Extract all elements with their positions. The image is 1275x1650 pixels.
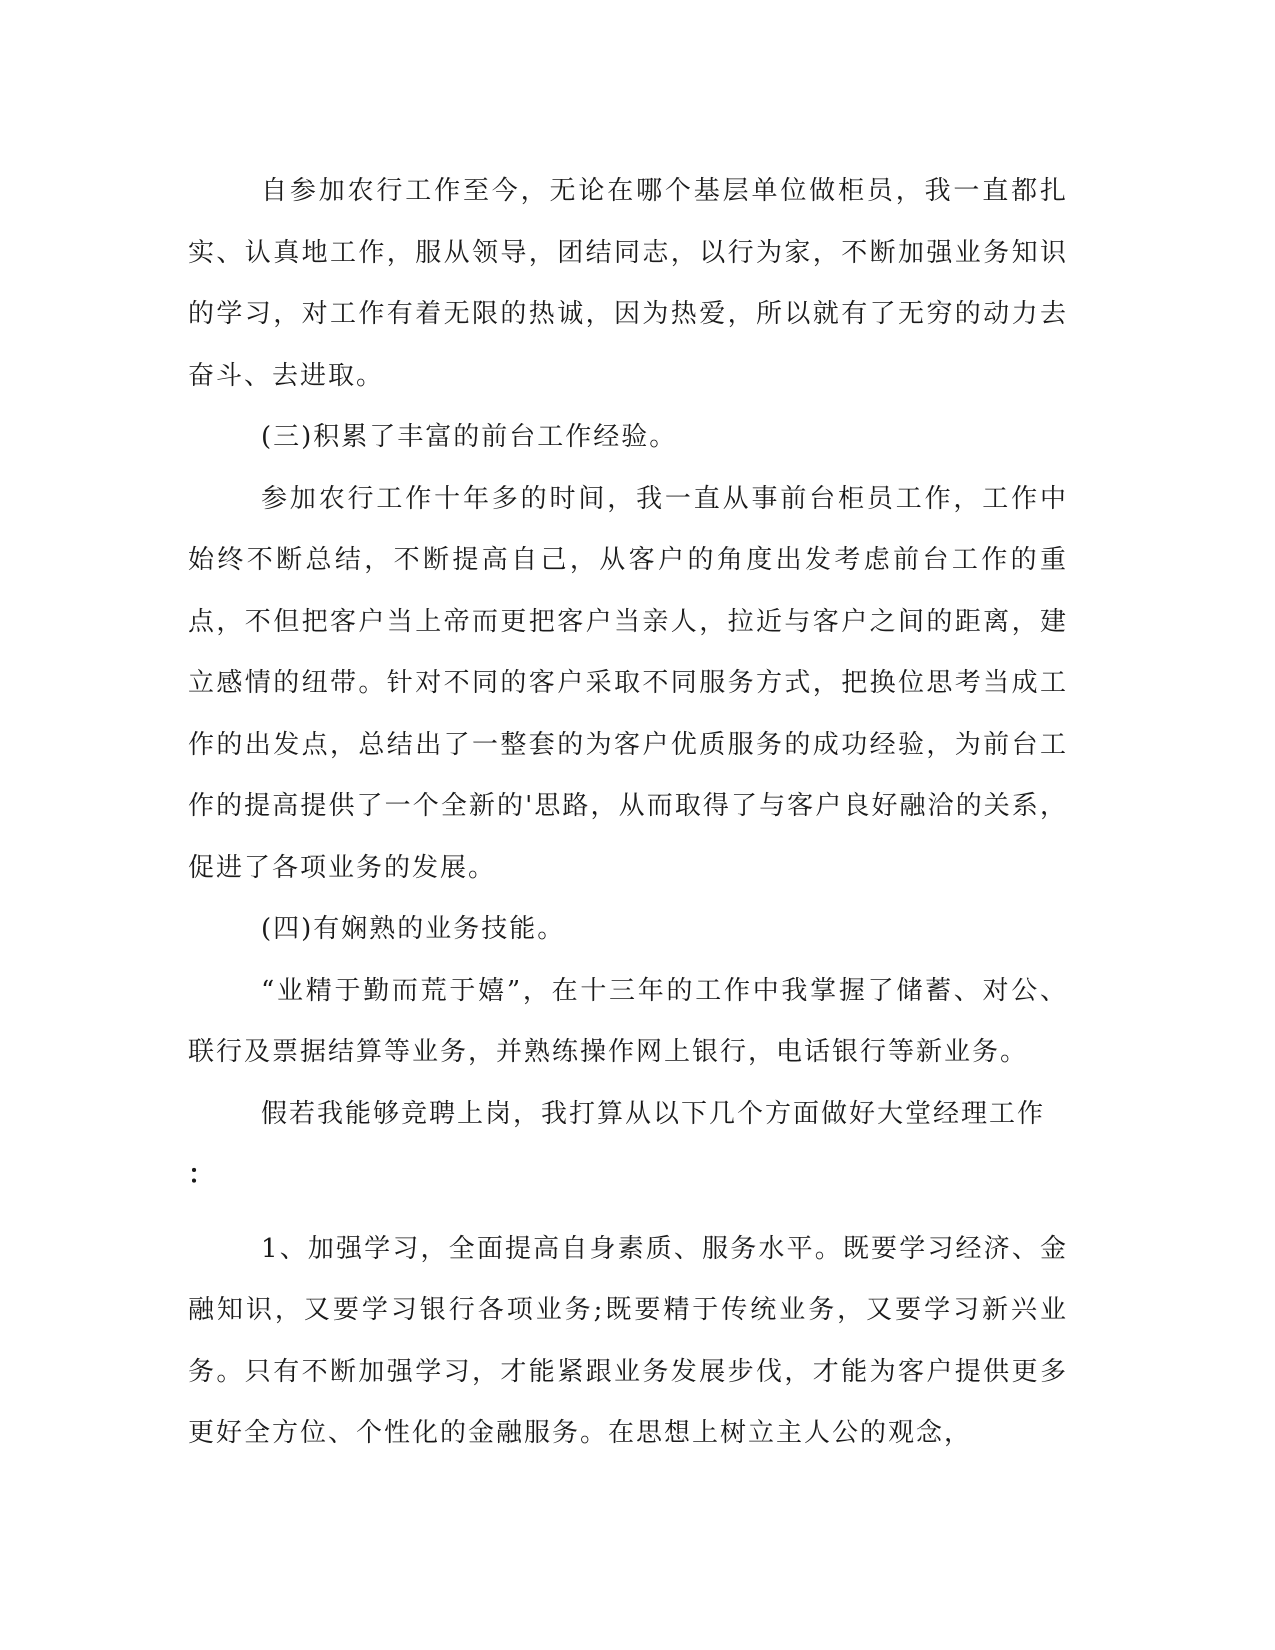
paragraph-front-desk-experience: 参加农行工作十年多的时间，我一直从事前台柜员工作，工作中始终不断总结，不断提高自己，从客户的角度出发考虑前台工作的重点，不但把客户当上帝而更把客户当亲人，拉近与客户之间的距离，建立感情的纽带。针对不同的客户采取不同服务方式，把换位思考当成工作的出发点，总结出了一整套的为客户优质服务的成功经验，为前台工作的提高提供了一个全新的'思路，从而取得了与客户良好融洽的关系，促进了各项业务的发展。: [188, 483, 1068, 883]
paragraph-plan-item-1: 1、加强学习，全面提高自身素质、服务水平。既要学习经济、金融知识，又要学习银行各项业务;既要精于传统业务，又要学习新兴业务。只有不断加强学习，才能紧跟业务发展步伐，才能为客户提供更多更好全方位、个性化的金融服务。在思想上树立主人公的观念，: [188, 1233, 1068, 1448]
document-body: [188, 161, 1068, 1465]
section-heading-skills: (四)有娴熟的业务技能。: [261, 914, 566, 944]
paragraph-work-attitude: 自参加农行工作至今，无论在哪个基层单位做柜员，我一直都扎实、认真地工作，服从领导，团结同志，以行为家，不断加强业务知识的学习，对工作有着无限的热诚，因为热爱，所以就有了无穷的动力去奋斗、去进取。: [188, 176, 1068, 391]
section-heading-experience: (三)积累了丰富的前台工作经验。: [261, 422, 678, 452]
paragraph-plan-intro: 假若我能够竞聘上岗，我打算从以下几个方面做好大堂经理工作: [261, 1098, 1046, 1129]
paragraph-business-skills: “业精于勤而荒于嬉”，在十三年的工作中我掌握了储蓄、对公、联行及票据结算等业务，并熟练操作网上银行，电话银行等新业务。: [188, 975, 1068, 1067]
paragraph-colon: ：: [188, 1160, 217, 1190]
